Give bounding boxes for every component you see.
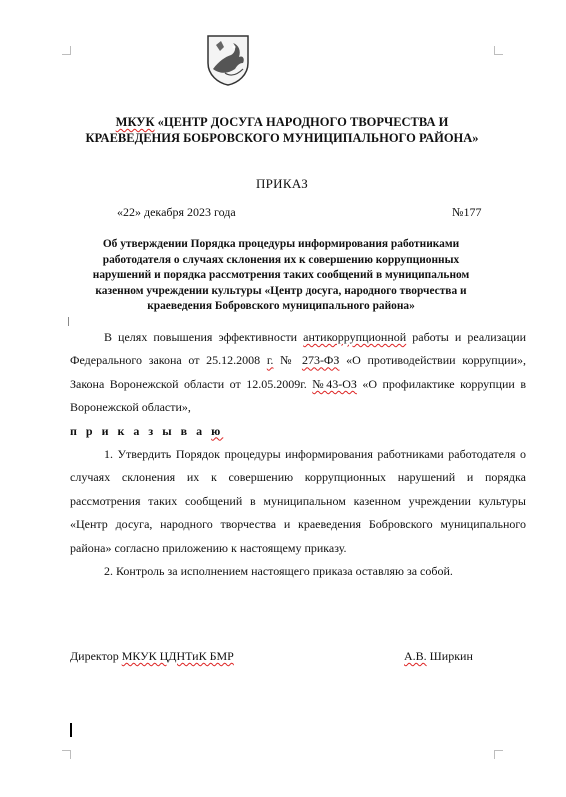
spellcheck-word: антикоррупционной	[303, 330, 407, 344]
crop-mark-bottom-right	[494, 750, 503, 759]
organization-header	[62, 114, 502, 146]
subject-line: нарушений и порядка рассмотрения таких сообщений в муниципальном	[92, 269, 470, 281]
document-body[interactable]	[70, 326, 526, 583]
position-text: Директор	[70, 649, 122, 663]
intro-text: №	[273, 353, 302, 368]
org-line-2: КРАЕВЕДЕНИЯ БОБРОВСКОГО МУНИЦИПАЛЬНОГО РАЙОНА»	[85, 131, 479, 145]
signatory-name	[404, 649, 473, 664]
intro-text: работы и реализации Федерального закона от 25.12.2008	[70, 330, 526, 368]
order-date: «22» декабря 2023 года	[117, 205, 236, 219]
org-line-1-rest: «ЦЕНТР ДОСУГА НАРОДНОГО ТВОРЧЕСТВА И	[154, 115, 449, 129]
subject-line: краеведения Бобровского муниципального района»	[147, 300, 415, 312]
decree-item-1: 1. Утвердить Порядок процедуры информирования работниками работодателя о случаях склонения их к совершению коррупционных нарушений и порядка рассмотрения таких сообщений в муниципальном казенном учреждении культуры «Центр досуга, народного творчества и краеведения Бобровского муниципального района» согласно приложению к настоящему приказу.	[70, 447, 526, 555]
crop-mark-top-right	[494, 46, 503, 55]
decree-word-text: п р и к а з ы в а	[70, 423, 212, 438]
signatory-position	[70, 649, 234, 664]
spellcheck-word: г.	[266, 353, 274, 368]
text-cursor-marker	[68, 317, 69, 326]
subject-line: Об утверждении Порядка процедуры информирования работниками	[102, 238, 460, 250]
name-text: Ширкин	[426, 649, 473, 663]
spellcheck-word: МКУК ЦДНТиК БМР	[121, 649, 234, 663]
org-line-1	[62, 114, 502, 130]
decree-item-2: 2. Контроль за исполнением настоящего приказа оставляю за собой.	[104, 564, 453, 579]
spellcheck-word: А.В.	[404, 649, 427, 663]
org-abbr: МКУК	[115, 115, 155, 129]
order-subject	[80, 237, 482, 315]
document-title: ПРИКАЗ	[255, 176, 309, 191]
spellcheck-word: №43-ОЗ	[312, 376, 357, 391]
subject-line: работодателя о случаях склонения их к совершению коррупционных	[102, 253, 460, 266]
intro-text: «О противодействии коррупции», Закона Воронежской области от 12.05.2009г.	[70, 353, 526, 391]
text-cursor	[70, 723, 72, 737]
crop-mark-bottom-left	[62, 750, 71, 759]
spellcheck-word: 273-ФЗ	[301, 353, 340, 368]
intro-text: «О профилактике коррупции в Воронежской области»,	[70, 376, 526, 415]
intro-text: В целях повышения эффективности	[104, 330, 304, 344]
spellcheck-word: ю	[211, 423, 224, 438]
crop-mark-top-left	[62, 46, 71, 55]
order-number: №177	[452, 205, 482, 219]
subject-line: казенном учреждении культуры «Центр досуга, народного творчества и	[95, 284, 467, 297]
intro-paragraph	[70, 326, 526, 420]
coat-of-arms-icon	[205, 33, 251, 87]
decree-word	[70, 420, 526, 443]
